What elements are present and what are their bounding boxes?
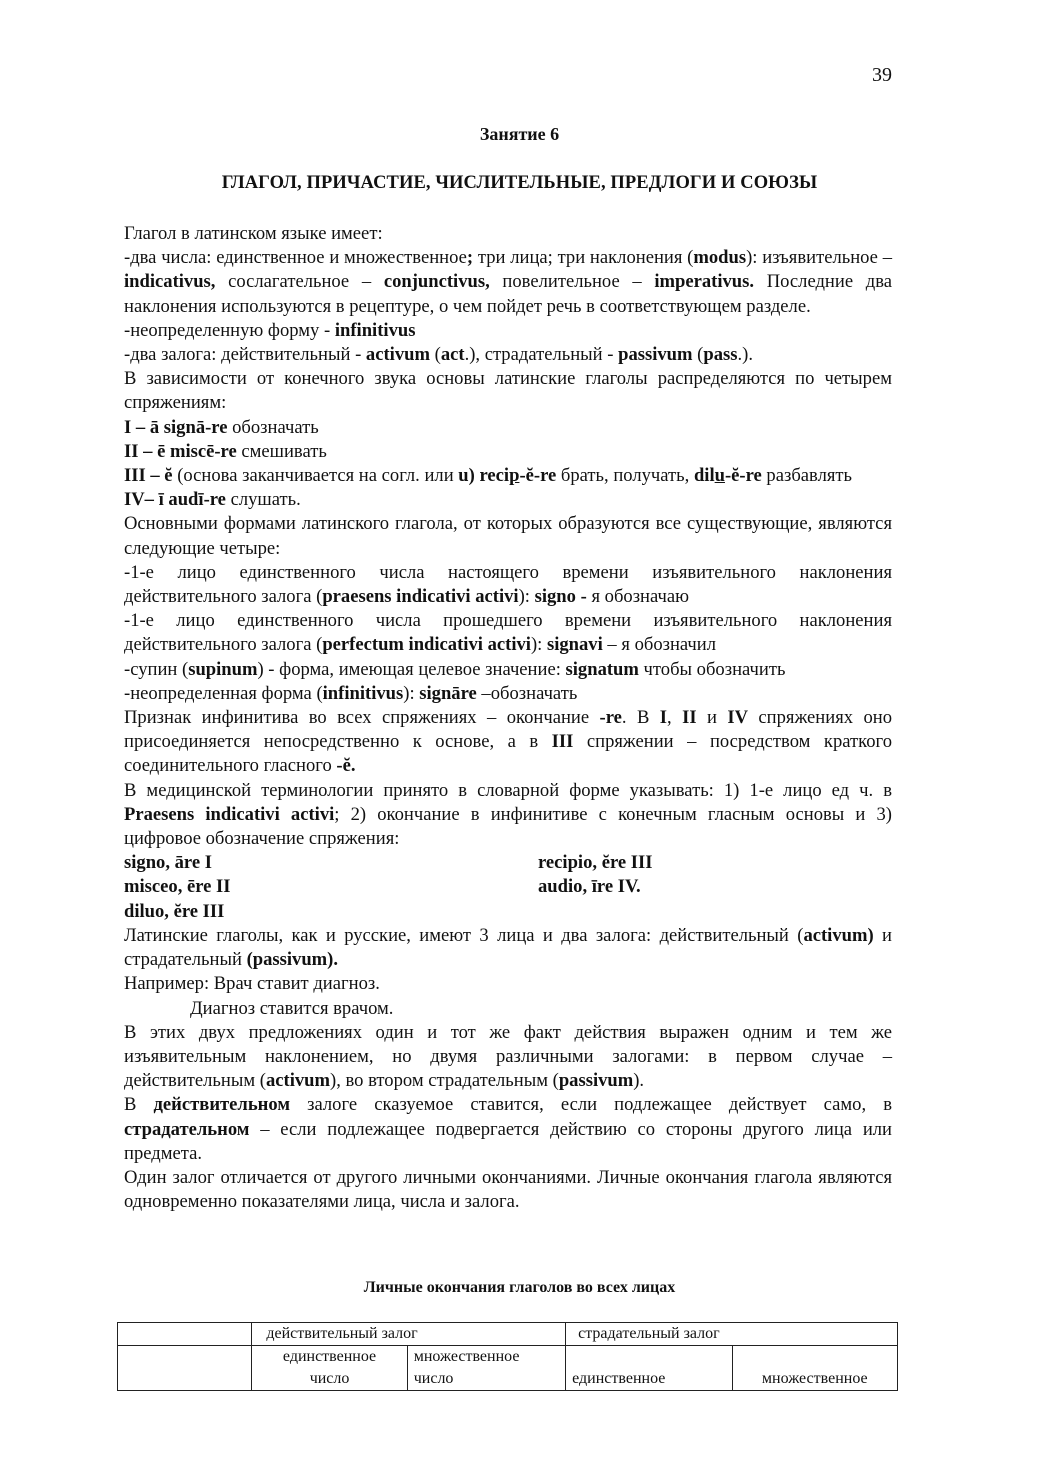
text: В этих двух предложениях один и тот же факт действия выражен одним и тем же изъявительным наклонением, но двумя различными залогами: в первом случае – действительным (	[124, 1021, 892, 1092]
example-active: Например: Врач ставит диагноз.	[124, 973, 380, 995]
text: -ĕ-re	[724, 465, 762, 487]
text: чтобы обозначить	[638, 658, 786, 680]
bold-term: signāre	[419, 682, 477, 704]
conjugation-2	[124, 440, 892, 464]
table-row	[118, 1323, 898, 1346]
text: dil	[693, 465, 715, 487]
table-cell-empty	[118, 1346, 252, 1391]
bold-term: -ĕ.	[336, 755, 356, 777]
text: . В	[621, 707, 660, 729]
example-passive: Диагноз ставится врачом.	[190, 997, 394, 1019]
text: ):	[403, 682, 420, 704]
bold-term: passivum	[558, 1070, 634, 1092]
bold-term: действительном	[153, 1094, 290, 1116]
text: Последние два наклонения используются в рецептуре, о чем пойдет речь в соответствующем разделе.	[124, 271, 892, 317]
paragraph-form-supinum	[124, 658, 892, 682]
text: три лица; три наклонения (	[473, 247, 694, 269]
cell-line: единственное	[282, 1348, 377, 1365]
text: -супин (	[124, 658, 189, 680]
form-entry	[538, 851, 892, 875]
bold-term: signavi	[546, 634, 603, 656]
text: обозначать	[227, 416, 319, 438]
forms-column-left	[124, 851, 538, 924]
forms-column-right	[538, 851, 892, 924]
text: повелительное –	[489, 271, 655, 293]
text: .), страдательный -	[464, 344, 619, 366]
paragraph-numbers-moods	[124, 246, 892, 319]
bold-term: I – ā signā-re	[124, 416, 228, 438]
text: спряжениях оно присоединяется непосредственно к основе, а в	[124, 707, 893, 753]
paragraph-form-infinitivus	[124, 682, 892, 706]
paragraph-voices	[124, 343, 892, 367]
text: (	[429, 344, 441, 366]
text: и страдательный	[124, 924, 892, 971]
bold-term: passivum	[618, 344, 693, 366]
text: В медицинской терминологии принято в словарной форме указывать: 1) 1-е лицо ед ч. в	[124, 779, 892, 801]
page-number: 39	[872, 64, 892, 86]
bold-term: III – ĕ	[124, 465, 173, 487]
table-header-active-singular	[252, 1346, 407, 1391]
text: (	[692, 344, 704, 366]
form-entry	[124, 875, 538, 899]
paragraph-voice-definitions	[124, 1093, 892, 1166]
table-header-active-plural	[407, 1346, 565, 1391]
paragraph-intro: Глагол в латинском языке имеет:	[124, 223, 383, 244]
bold-term: signo -	[534, 586, 587, 608]
table-header-passive-voice: страдательный залог	[566, 1323, 898, 1346]
bold-term: pass	[703, 344, 738, 366]
cell-line: число	[309, 1370, 350, 1387]
bold-term: страдательном	[124, 1118, 250, 1140]
bold-term: act	[440, 344, 465, 366]
text: ,	[667, 707, 683, 729]
bold-term: Praesens indicativi	[124, 803, 280, 825]
text: -1-е лицо единственного числа настоящего времени изъявительного наклонения действительного залога (	[124, 561, 892, 608]
table-row	[118, 1346, 898, 1391]
text: .).	[737, 344, 753, 366]
form-entry	[538, 875, 892, 899]
paragraph-example-explanation	[124, 1021, 892, 1094]
bold-term: III	[551, 731, 574, 753]
bold-term: II	[682, 707, 697, 729]
text: Латинские глаголы, как и русские, имеют 3 лица и два залога: действительный (	[124, 924, 804, 946]
bold-term: praesens indicativi activi	[322, 586, 519, 608]
text: ) - форма, имеющая целевое значение:	[257, 658, 566, 680]
text: я обозначаю	[586, 586, 689, 608]
text: ).	[633, 1070, 645, 1092]
underlined-letter: u	[714, 465, 725, 487]
bold-term: activum)	[803, 924, 874, 946]
text: reci	[479, 465, 510, 487]
bold-term: perfectum indicativi activi	[322, 634, 531, 656]
text: спряжении – посредством краткого соединительного гласного	[124, 731, 892, 777]
bold-term: imperativus.	[654, 271, 755, 293]
chapter-title: ГЛАГОЛ, ПРИЧАСТИЕ, ЧИСЛИТЕЛЬНЫЕ, ПРЕДЛОГИ И СОЮЗЫ	[221, 173, 818, 193]
bold-term: IV	[727, 707, 748, 729]
form-entry	[124, 851, 538, 875]
paragraph-infinitive-sign	[124, 706, 892, 779]
paragraph-form-perfectum	[124, 609, 892, 657]
bold-term: conjunctivus,	[383, 271, 490, 293]
text: сослагательное –	[215, 271, 384, 293]
table-title: Личные окончания глаголов во всех лицах	[363, 1279, 676, 1296]
bold-term: -re	[599, 707, 622, 729]
paragraph-conjugations-intro: В зависимости от конечного звука основы латинские глаголы распределяются по четырем спряжениям:	[124, 368, 892, 414]
text: -неопределенную форму -	[124, 319, 335, 341]
table-header-passive-plural: множественное	[732, 1346, 897, 1391]
table-header-active-voice: действительный залог	[252, 1323, 566, 1346]
conjugation-3	[124, 464, 892, 488]
bold-term: II – ē miscē-re	[124, 440, 237, 462]
document-body	[124, 222, 892, 1214]
bold-term: IV– ī audī-re	[124, 489, 226, 511]
bold-term: (passivum).	[246, 949, 339, 971]
table-cell-empty	[118, 1323, 252, 1346]
form-entry	[124, 900, 538, 924]
text: брать, получать,	[556, 465, 694, 487]
text: смешивать	[236, 440, 327, 462]
bold-term: audio, īre IV.	[538, 876, 641, 898]
bold-term: u)	[458, 465, 475, 487]
dictionary-forms-list	[124, 851, 892, 924]
lesson-title: Занятие 6	[479, 124, 560, 144]
paragraph-personal-endings: Один залог отличается от другого личными окончаниями. Личные окончания глагола являются одновременно показателями лица, числа и залога.	[124, 1166, 892, 1213]
text: В	[124, 1094, 154, 1116]
personal-endings-table	[117, 1322, 898, 1391]
bold-term: signo, āre I	[124, 852, 212, 874]
text: ): изъявительное –	[746, 247, 892, 269]
paragraph-dictionary-form	[124, 779, 892, 852]
table-header-passive-singular: единственное	[566, 1346, 732, 1391]
text: слушать.	[225, 489, 301, 511]
text: – я обозначил	[602, 634, 717, 656]
bold-term: misceo, ēre II	[124, 876, 231, 898]
text: -ĕ-re	[519, 465, 557, 487]
text: -два залога: действительный -	[124, 344, 366, 366]
paragraph-infinitive	[124, 319, 892, 343]
cell-line: число	[413, 1370, 454, 1387]
bold-term: modus	[693, 247, 747, 269]
conjugation-4	[124, 488, 892, 512]
text	[280, 804, 291, 825]
bold-term: signatum	[565, 658, 639, 680]
text: Признак инфинитива во всех спряжениях – окончание	[124, 707, 600, 729]
bold-term: infinitivus	[334, 319, 416, 341]
text: -1-е лицо единственного числа прошедшего времени изъявительного наклонения действительного залога (	[124, 610, 892, 656]
bold-term	[480, 465, 557, 486]
text: (основа заканчивается на согл. или	[172, 465, 459, 487]
text: – если подлежащее подвергается действию со стороны другого лица или предмета.	[124, 1118, 892, 1164]
underlined-letter: p	[509, 465, 520, 487]
bold-term: indicativus,	[124, 271, 216, 293]
paragraph-form-praesens	[124, 561, 892, 609]
bold-term: ;	[466, 247, 474, 269]
text: -неопределенная форма (	[124, 682, 323, 704]
bold-term	[694, 465, 762, 486]
bold-term: supinum	[188, 658, 258, 680]
text: разбавлять	[761, 465, 853, 487]
bold-term: activi	[290, 803, 335, 825]
text: ; 2) окончание в инфинитиве с конечным гласным основы и 3) цифровое обозначение спряжения:	[124, 803, 892, 850]
text: –обозначать	[476, 682, 578, 704]
conjugation-1	[124, 416, 892, 440]
text: ):	[518, 586, 535, 608]
bold-term: recipio, ĕre III	[538, 852, 653, 874]
bold-term: activum	[365, 344, 430, 366]
cell-line: множественное	[413, 1348, 520, 1365]
bold-term: infinitivus	[322, 682, 404, 704]
text: -два числа: единственное и множественное	[124, 247, 467, 269]
bold-term: activum	[265, 1070, 331, 1092]
text: ):	[530, 634, 547, 656]
bold-term: I	[659, 707, 668, 729]
text: залоге сказуемое ставится, если подлежащее действует само, в	[290, 1094, 892, 1116]
text: и	[696, 707, 728, 729]
paragraph-persons-voices	[124, 924, 892, 972]
text: ), во втором страдательным (	[330, 1070, 559, 1092]
paragraph-main-forms: Основными формами латинского глагола, от которых образуются все существующие, являются следующие четыре:	[124, 513, 892, 559]
bold-term: diluo, ĕre III	[124, 900, 225, 922]
